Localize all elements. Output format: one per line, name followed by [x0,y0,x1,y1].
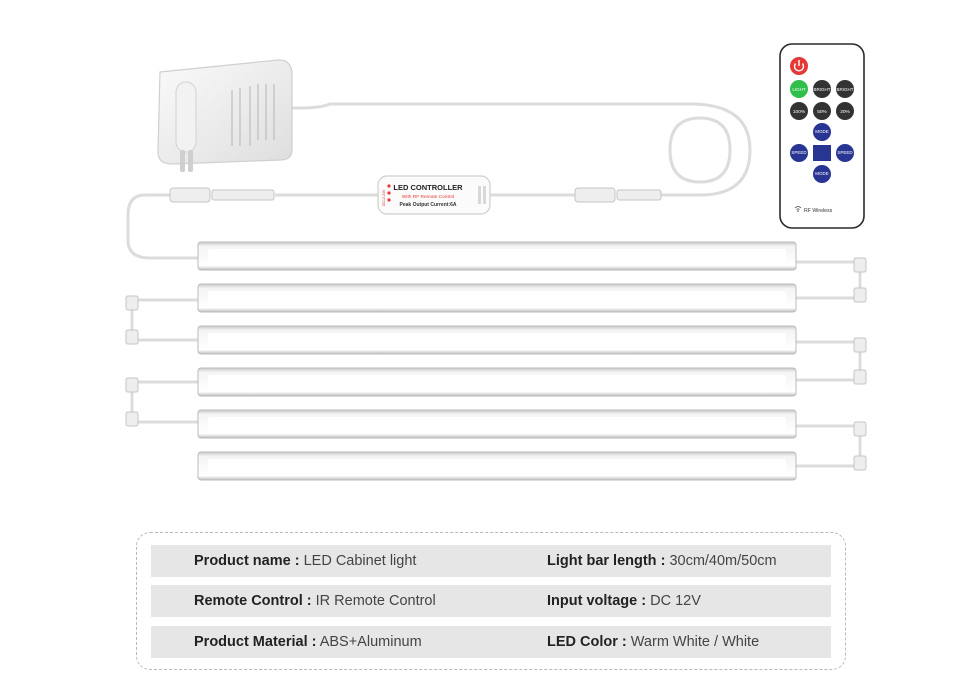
spec-label: LED Color : [547,634,627,650]
spec-left [194,585,436,617]
light-bars [198,242,796,480]
controller-title: LED CONTROLLER [393,183,463,192]
spec-label: Light bar length : [547,553,666,569]
spec-row [151,626,831,658]
spec-right [547,545,777,577]
spec-value: DC 12V [650,593,701,609]
spec-value: LED Cabinet light [303,553,417,569]
spec-left [194,545,416,577]
rf-wireless-label: RF Wireless [804,208,833,214]
remote-button-label: 50% [817,110,827,115]
spec-right [547,585,701,617]
light-bar [198,368,796,396]
light-bar [198,410,796,438]
spec-row [151,585,831,617]
controller-peak: Peak Output Current:6A [399,202,457,208]
spec-value: ABS+Aluminum [319,634,422,650]
spec-row [151,545,831,577]
spec-right [547,626,759,658]
spec-label: Remote Control : [194,593,312,609]
remote-button-label: SPEED [791,150,807,155]
remote-button-label: 20% [840,110,850,115]
controller-side-label: DC12-24V [382,189,386,206]
spec-label: Product Material : [194,634,317,650]
spec-label: Product name : [194,553,300,569]
power-adapter [158,60,292,172]
spec-value: 30cm/40m/50cm [669,553,777,569]
remote-button-label: BRIGHT [836,87,854,92]
light-bar [198,326,796,354]
spec-label: Input voltage : [547,593,647,609]
remote-button-label: SPEED [837,150,853,155]
rf-remote [780,44,864,228]
light-bar [198,242,796,270]
light-bar [198,452,796,480]
remote-button-label: BRIGHT [813,87,831,92]
spec-left [194,626,422,658]
spec-value: IR Remote Control [315,593,436,609]
remote-button-label: MODE [815,129,829,134]
spec-table [136,532,846,670]
remote-button-label: 100% [792,110,806,115]
remote-button-label: MODE [815,171,829,176]
controller-subtitle: With RF Remote Control [401,195,455,200]
spec-value: Warm White / White [630,634,760,650]
light-bar [198,284,796,312]
remote-button-label: LIGHT [792,87,806,92]
led-controller [378,176,490,214]
